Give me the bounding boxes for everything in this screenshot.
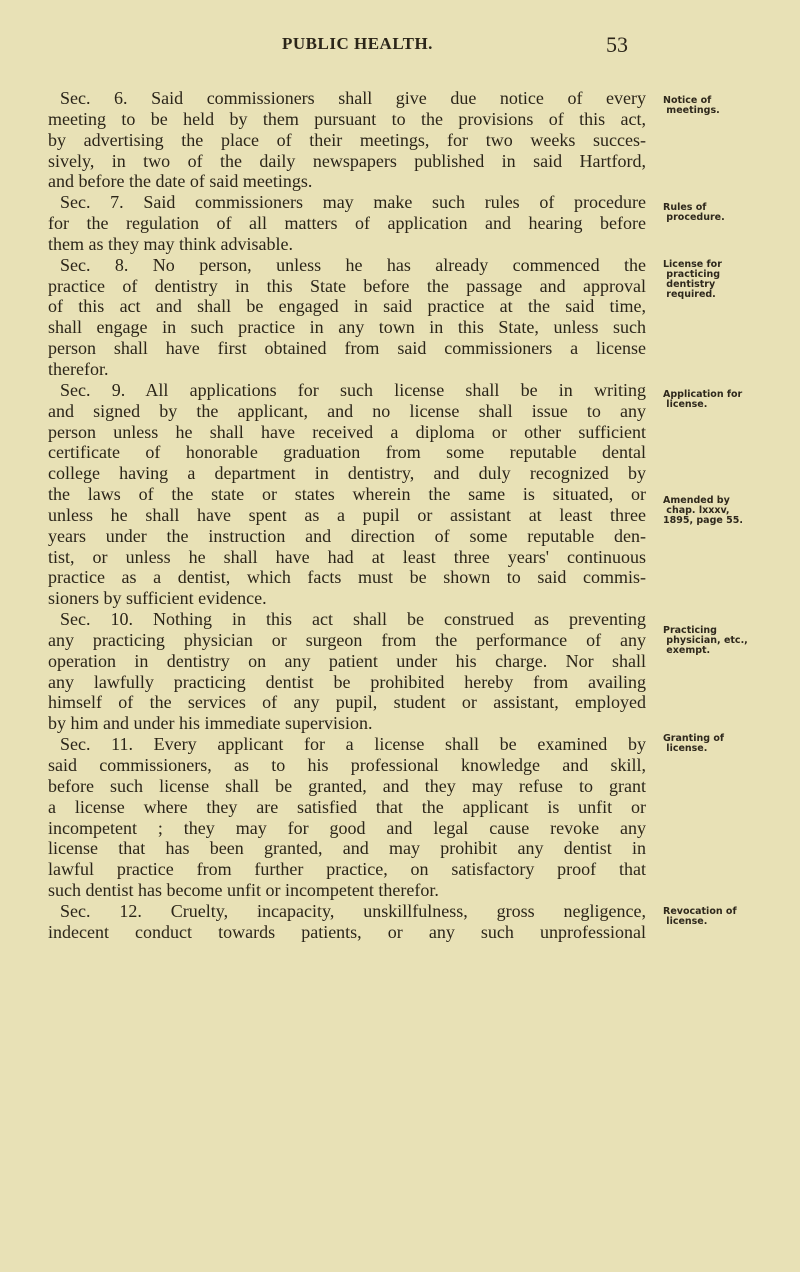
body-text — [48, 88, 646, 943]
margin-note: License for practicing dentistry required. — [663, 259, 722, 300]
paragraph — [48, 609, 646, 734]
text-line: certificate of honorable graduation from some reputable dental — [48, 442, 646, 463]
paragraph — [48, 380, 646, 609]
text-line: sioners by sufficient evidence. — [48, 588, 267, 609]
text-line: indecent conduct towards patients, or any such unprofessional — [48, 921, 646, 942]
paragraph — [48, 88, 646, 192]
running-head — [0, 34, 800, 58]
text-line: by advertising the place of their meetings, for two weeks succes- — [48, 129, 646, 150]
margin-note: Rules of procedure. — [663, 202, 725, 223]
text-line: Sec. 6. Said commissioners shall give due notice of every — [60, 88, 646, 108]
text-line: and before the date of said meetings. — [48, 171, 313, 192]
margin-note: Revocation of license. — [663, 906, 737, 927]
text-line: incompetent ; they may for good and legal cause revoke any — [48, 817, 646, 838]
text-line: sively, in two of the daily newspapers published in said Hartford, — [48, 150, 646, 171]
margin-note: Practicing physician, etc., exempt. — [663, 625, 748, 656]
text-line: operation in dentistry on any patient under his charge. Nor shall — [48, 650, 646, 671]
text-line: such dentist has become unfit or incompetent therefor. — [48, 880, 439, 901]
text-line: of this act and shall be engaged in said practice at the said time, — [48, 296, 646, 317]
margin-note: Amended by chap. lxxxv, 1895, page 55. — [663, 495, 743, 526]
text-line: Sec. 9. All applications for such license shall be in writing — [60, 379, 646, 400]
margin-note: Granting of license. — [663, 733, 724, 754]
paragraph — [48, 901, 646, 943]
text-line: person unless he shall have received a diploma or other sufficient — [48, 421, 646, 442]
text-line: any practicing physician or surgeon from the performance of any — [48, 629, 646, 650]
paragraph — [48, 192, 646, 255]
text-line: them as they may think advisable. — [48, 233, 293, 254]
text-line: any lawfully practicing dentist be prohibited hereby from availing — [48, 671, 646, 692]
running-head-title: PUBLIC HEALTH. — [282, 34, 433, 53]
text-line: before such license shall be granted, and they may refuse to grant — [48, 775, 646, 796]
text-line: practice of dentistry in this State before the passage and approval — [48, 275, 646, 296]
text-line: by him and under his immediate supervision. — [48, 713, 373, 734]
text-line: Sec. 8. No person, unless he has already commenced the — [60, 254, 646, 275]
text-line: shall engage in such practice in any town in this State, unless such — [48, 317, 646, 338]
paragraph — [48, 734, 646, 901]
text-line: said commissioners, as to his professional knowledge and skill, — [48, 755, 646, 775]
text-line: unless he shall have spent as a pupil or assistant at least three — [48, 504, 646, 525]
margin-note: Notice of meetings. — [663, 95, 720, 116]
text-line: years under the instruction and direction of some reputable den- — [48, 525, 646, 546]
text-line: lawful practice from further practice, on satisfactory proof that — [48, 859, 646, 880]
text-line: tist, or unless he shall have had at least three years' continuous — [48, 546, 646, 567]
text-line: the laws of the state or states wherein the same is situated, or — [48, 484, 646, 505]
text-line: Sec. 12. Cruelty, incapacity, unskillfulness, gross negligence, — [60, 900, 646, 921]
text-line: therefor. — [48, 358, 109, 379]
text-line: meeting to be held by them pursuant to the provisions of this act, — [48, 108, 646, 129]
margin-note: Application for license. — [663, 389, 743, 410]
text-line: person shall have first obtained from said commissioners a license — [48, 338, 646, 359]
text-line: for the regulation of all matters of application and hearing before — [48, 213, 646, 234]
text-line: a license where they are satisfied that the applicant is unfit or — [48, 796, 646, 817]
text-line: college having a department in dentistry, and duly recognized by — [48, 463, 646, 484]
text-line: Sec. 10. Nothing in this act shall be construed as preventing — [60, 609, 646, 630]
paragraph — [48, 255, 646, 380]
text-line: and signed by the applicant, and no license shall issue to any — [48, 400, 646, 421]
text-line: himself of the services of any pupil, student or assistant, employed — [48, 692, 646, 713]
text-line: license that has been granted, and may prohibit any dentist in — [48, 838, 646, 859]
text-line: Sec. 7. Said commissioners may make such rules of procedure — [60, 192, 646, 213]
text-line: Sec. 11. Every applicant for a license shall be examined by — [60, 734, 646, 755]
text-line: practice as a dentist, which facts must be shown to said commis- — [48, 567, 646, 588]
page-number: 53 — [606, 32, 628, 57]
